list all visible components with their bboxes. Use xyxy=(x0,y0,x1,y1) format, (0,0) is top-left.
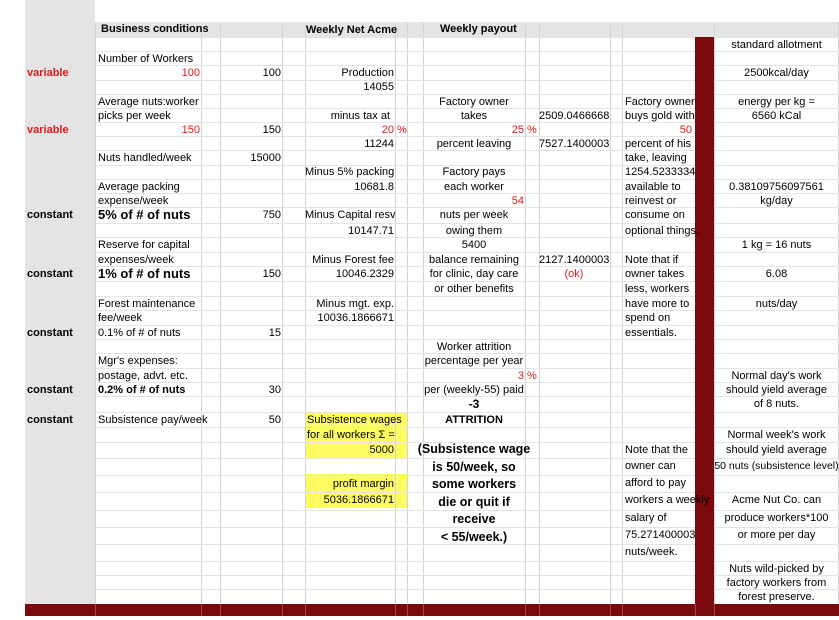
workers-value: 100 xyxy=(262,67,281,79)
owner-label-2: takes xyxy=(460,110,488,122)
owner-note-m4: have more to xyxy=(625,298,690,310)
mgr-label-2: postage, advt. etc. xyxy=(98,370,188,382)
attrition-value: -3 xyxy=(468,397,480,411)
leaving-value: 7527.1400003 xyxy=(539,138,610,150)
production-value: 14055 xyxy=(363,81,394,93)
owner-note-10: optional things. xyxy=(625,225,699,237)
forest-label-2: fee/week xyxy=(98,312,143,324)
right-note-15: 50 nuts (subsistence level) xyxy=(714,460,839,472)
packing-value: 750 xyxy=(262,209,281,221)
mgr-value: 30 xyxy=(268,384,281,396)
bottom-dark-bar xyxy=(25,604,839,616)
right-note-16: Acme Nut Co. can xyxy=(731,494,822,506)
owner-note-m1: Note that if xyxy=(625,254,679,266)
owner-note-p3: afford to pay xyxy=(625,477,686,489)
workers-input[interactable]: 100 xyxy=(181,67,200,79)
ratio-value: 150 xyxy=(262,124,281,136)
bottom-bar-separator xyxy=(282,604,283,616)
owner-note-9: consume on xyxy=(625,209,685,221)
owner-note-5: take, leaving xyxy=(625,152,687,164)
header-weekly-payout: Weekly payout xyxy=(440,23,517,35)
nuts-handled-label: Nuts handled/week xyxy=(98,152,192,164)
after-forest-value: 10046.2329 xyxy=(335,268,394,280)
owner-label-1: Factory owner xyxy=(439,96,509,108)
attrition-rate: 3 xyxy=(517,370,524,382)
attrition-note-6: < 55/week.) xyxy=(440,530,508,544)
tax-pct: % xyxy=(397,124,407,136)
owner-note-m2: owner takes xyxy=(625,268,685,280)
capital-deduction-label: Minus Capital resv xyxy=(305,209,396,221)
forest-formula: 0.1% of # of nuts xyxy=(98,327,181,339)
owner-note-m5: spend on xyxy=(625,312,671,324)
grid-row-line xyxy=(95,325,839,326)
after-packing-value: 10681.8 xyxy=(354,181,394,193)
production-label: Production xyxy=(341,67,394,79)
leaving-label: percent leaving xyxy=(436,138,512,150)
attrition-note-5: receive xyxy=(452,512,496,526)
owner-note-7: available to xyxy=(625,181,681,193)
attrition-note-1: (Subsistence wage xyxy=(417,442,531,456)
forest-value: 15 xyxy=(268,327,281,339)
bottom-bar-separator xyxy=(610,604,611,616)
nuts-handled-value: 15000 xyxy=(250,152,281,164)
grid-column-line xyxy=(201,22,202,604)
mgr-label-1: Mgr's expenses: xyxy=(98,355,178,367)
grid-column-line xyxy=(610,22,611,604)
owner-note-p5: salary of xyxy=(625,512,667,524)
grid-column-line xyxy=(395,22,396,604)
pays-label-1: Factory pays xyxy=(442,166,506,178)
label-constant-subsistence: constant xyxy=(27,414,73,426)
right-note-19: Nuts wild-picked by xyxy=(729,563,824,575)
header-weekly-net: Weekly Net Acme xyxy=(306,24,398,36)
bottom-bar-separator xyxy=(407,604,408,616)
owner-note-m3: less, workers xyxy=(625,283,690,295)
right-note-7: 1 kg = 16 nuts xyxy=(741,239,812,251)
after-mgt-value: 10036.1866671 xyxy=(317,312,394,324)
owing-label-1: nuts per week xyxy=(439,209,509,221)
right-note-4: 6560 kCal xyxy=(751,110,802,122)
bottom-bar-separator xyxy=(622,604,623,616)
grid-row-line xyxy=(95,80,839,81)
attrition-note-4: die or quit if xyxy=(438,495,510,509)
attrition-note-3: some workers xyxy=(431,477,517,491)
mgr-formula: 0.2% of # of nuts xyxy=(98,384,186,396)
right-note-5: 0.38109756097561 xyxy=(729,181,824,193)
bottom-bar-separator xyxy=(539,604,540,616)
balance-label-1: balance remaining xyxy=(429,254,519,266)
right-note-6: kg/day xyxy=(760,195,793,207)
bottom-bar-separator xyxy=(395,604,396,616)
owner-note-8: reinvest or xyxy=(625,195,677,207)
balance-label-2: for clinic, day care xyxy=(429,268,519,280)
attrition-pct: % xyxy=(527,370,537,382)
owing-label-2: owing them xyxy=(445,225,503,237)
label-constant-packing: constant xyxy=(27,209,73,221)
packing-formula: 5% of # of nuts xyxy=(98,207,191,222)
right-note-17: produce workers*100 xyxy=(724,512,829,524)
subsistence-value: 50 xyxy=(268,414,281,426)
owner-note-2: buys gold with xyxy=(625,110,695,122)
grid-column-line xyxy=(220,22,221,604)
profit-margin-value: 5036.1866671 xyxy=(323,494,394,506)
mgt-deduction-label: Minus mgt. exp. xyxy=(316,298,394,310)
pays-input[interactable]: 54 xyxy=(511,195,524,207)
bottom-bar-separator xyxy=(220,604,221,616)
owner-note-m6: essentials. xyxy=(625,327,677,339)
forest-deduction-label: Minus Forest fee xyxy=(312,254,394,266)
attrition-note-2: is 50/week, so xyxy=(432,460,516,474)
owner-note-6: 1254.5233334 xyxy=(625,166,696,178)
bottom-bar-separator xyxy=(201,604,202,616)
balance-value: 2127.1400003 xyxy=(539,254,610,266)
right-note-11: should yield average xyxy=(726,384,827,396)
owner-note-p7: nuts/week. xyxy=(625,546,678,558)
header-business-conditions: Business conditions xyxy=(101,23,209,35)
right-note-8: 6.08 xyxy=(765,268,788,280)
packing-label-1: Average packing xyxy=(98,181,180,193)
right-note-20: factory workers from xyxy=(726,577,827,589)
packing-label-2: expense/week xyxy=(98,195,169,207)
attrition-label-3: per (weekly-55) paid xyxy=(424,384,524,396)
owner-note-p1: Note that the xyxy=(625,444,688,456)
forest-label-1: Forest maintenance xyxy=(98,298,196,310)
owner-note-p2: owner can xyxy=(625,460,676,472)
reserve-value: 150 xyxy=(262,268,281,280)
grid-column-line xyxy=(622,22,623,604)
owing-value: 5400 xyxy=(461,239,487,251)
pays-label-2: each worker xyxy=(444,181,504,193)
subsistence-label: Subsistence pay/week xyxy=(98,414,208,426)
balance-ok: (ok) xyxy=(564,268,584,280)
bottom-bar-separator xyxy=(695,604,696,616)
right-note-21: forest preserve. xyxy=(738,591,815,603)
bottom-bar-separator xyxy=(714,604,715,616)
dark-divider-column xyxy=(695,37,714,604)
wages-label-1: Subsistence wages xyxy=(307,414,402,426)
right-note-12: of 8 nuts. xyxy=(753,398,800,410)
workers-label: Number of Workers xyxy=(98,53,194,65)
owner-value: 2509.0466668 xyxy=(539,110,610,122)
reserve-label-2: expenses/week xyxy=(98,254,174,266)
bottom-bar-separator xyxy=(95,604,96,616)
label-constant-mgr: constant xyxy=(27,384,73,396)
bottom-bar-separator xyxy=(525,604,526,616)
right-note-10: Normal day's work xyxy=(731,370,822,382)
reserve-label-1: Reserve for capital xyxy=(98,239,190,251)
ratio-label-2: picks per week xyxy=(98,110,171,122)
bottom-bar-separator xyxy=(305,604,306,616)
right-note-18: or more per day xyxy=(737,529,816,541)
owner-rate-input[interactable]: 25 xyxy=(511,124,524,136)
label-constant-reserve: constant xyxy=(27,268,73,280)
owner-note-4: percent of his xyxy=(625,138,692,150)
owner-note-1: Factory owner xyxy=(625,96,695,108)
label-constant-forest: constant xyxy=(27,327,73,339)
owner-gold-input[interactable]: 50 xyxy=(679,124,692,136)
profit-margin-label: profit margin xyxy=(332,478,394,490)
right-note-2: 2500kcal/day xyxy=(744,67,809,79)
attrition-label-1: Worker attrition xyxy=(436,341,512,353)
right-note-13: Normal week's work xyxy=(727,429,826,441)
tax-rate-input[interactable]: 20 xyxy=(381,124,394,136)
owner-pct: % xyxy=(527,124,537,136)
owner-note-p4: workers a weekly xyxy=(625,494,710,506)
wages-label-2: for all workers Σ = xyxy=(307,429,395,441)
row-header-column xyxy=(25,0,95,604)
right-note-1: standard allotment xyxy=(731,39,822,51)
right-note-3: energy per kg = xyxy=(738,96,815,108)
right-note-14: should yield average xyxy=(726,444,827,456)
wages-value: 5000 xyxy=(369,444,394,456)
balance-label-3: or other benefits xyxy=(434,283,514,295)
bottom-bar-separator xyxy=(423,604,424,616)
ratio-input[interactable]: 150 xyxy=(181,124,200,136)
label-variable-workers: variable xyxy=(27,67,69,79)
label-variable-ratio: variable xyxy=(27,124,69,136)
owner-note-p6: 75.271400003 xyxy=(625,529,696,541)
attrition-label-2: percentage per year xyxy=(424,355,524,367)
grid-column-line xyxy=(407,22,408,604)
tax-label: minus tax at xyxy=(330,110,390,122)
after-capital-value: 10147.71 xyxy=(348,225,394,237)
grid-column-line xyxy=(282,22,283,604)
reserve-formula: 1% of # of nuts xyxy=(98,266,191,281)
after-tax-value: 11244 xyxy=(364,138,394,150)
attrition-title: ATTRITION xyxy=(445,414,503,426)
packing-deduction-label: Minus 5% packing xyxy=(305,166,395,178)
grid-column-line xyxy=(95,22,96,604)
right-note-9: nuts/day xyxy=(755,298,798,310)
ratio-label-1: Average nuts:worker xyxy=(98,96,199,108)
